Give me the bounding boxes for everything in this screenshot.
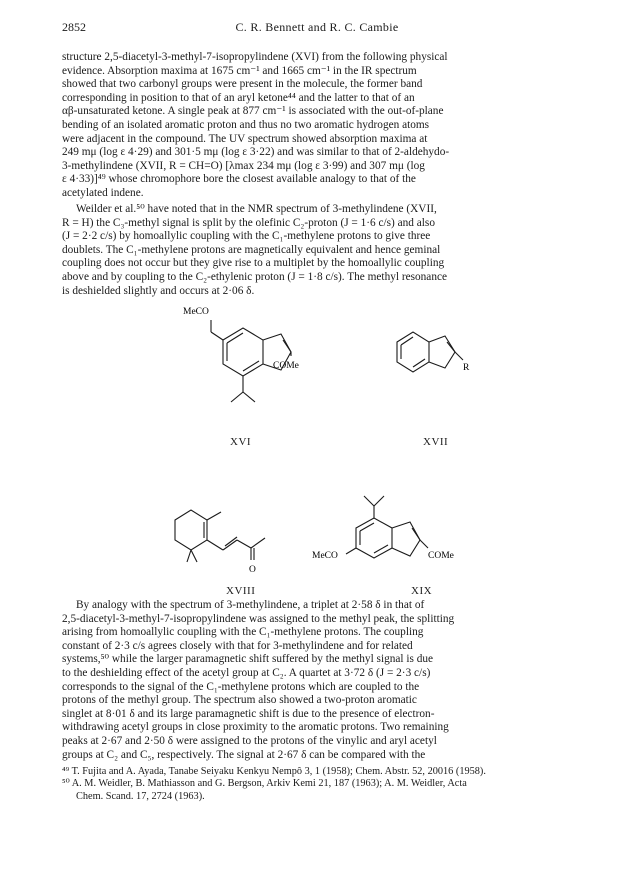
structure-xvi — [175, 298, 315, 418]
xix-come-label: COMe — [428, 551, 454, 561]
structure-xvii — [383, 320, 493, 390]
text-line: is deshielded slightly and occurs at 2·06 δ. — [62, 284, 255, 297]
text-line: R = H) the C₃-methyl signal is split by the olefinic C₂-proton (J = 1·6 c/s) and also — [62, 216, 435, 229]
text-line: above and by coupling to the C₂-ethylenic proton (J = 1·8 c/s). The methyl resonance — [62, 270, 447, 283]
text-line: singlet at 8·01 δ and its large paramagnetic shift is due to the presence of electron- — [62, 707, 435, 720]
text-line: arising from homoallylic coupling with the C₁-methylene protons. The coupling — [62, 626, 424, 639]
structure-xviii — [165, 498, 295, 578]
footnote-50-continued: Chem. Scand. 17, 2724 (1963). — [76, 790, 205, 802]
text-line: showed that two carbonyl groups were present in the molecule, the former band — [62, 78, 423, 91]
running-head-authors: C. R. Bennett and R. C. Cambie — [235, 20, 399, 34]
text-line: coupling does not occur but they give rise to a multiplet by the homoallylic coupling — [62, 257, 445, 270]
text-line: evidence. Absorption maxima at 1675 cm⁻¹ and 1665 cm⁻¹ in the IR spectrum — [62, 64, 417, 77]
text-line: constant of 2·3 c/s agrees closely with that for 3-methylindene and for related — [62, 639, 413, 652]
text-line: (J = 2·2 c/s) by homoallylic coupling with the C₁-methylene protons to give three — [62, 230, 431, 243]
running-header — [62, 20, 572, 38]
xix-meco-label: MeCO — [312, 551, 338, 561]
text-line: groups at C₂ and C₅, respectively. The signal at 2·67 δ can be compared with the — [62, 748, 426, 761]
text-line: 249 mμ (log ε 4·29) and 301·5 mμ (log ε 3·22) and was similar to that of 2-aldehydo- — [62, 146, 450, 159]
structure-xix — [312, 488, 472, 578]
text-line: corresponding in position to that of an aryl ketone⁴⁴ and the latter to that of an — [62, 91, 415, 104]
text-line: to the deshielding effect of the acetyl group at C₂. A quartet at 3·72 δ (J = 2·3 c/s) — [62, 666, 431, 679]
compound-label-xix: XIX — [411, 585, 433, 597]
footnotes — [62, 766, 572, 803]
paragraph-3 — [62, 599, 572, 762]
text-line: doublets. The C₁-methylene protons are magnetically equivalent and hence geminal — [62, 243, 441, 256]
text-line: acetylated indene. — [62, 186, 144, 199]
paragraph-1 — [62, 51, 572, 201]
compound-label-xvi: XVI — [230, 436, 252, 448]
compound-label-xvii: XVII — [423, 436, 449, 448]
footnote-50: ⁵⁰ A. M. Weidler, B. Mathiasson and G. Bergson, Arkiv Kemi 21, 187 (1963); A. M. Weidler, Acta — [62, 778, 467, 790]
text-line: were adjacent in the compound. The UV spectrum showed absorption maxima at — [62, 132, 428, 145]
text-line: systems,⁵⁰ while the larger paramagnetic shift suffered by the methyl signal is due — [62, 653, 434, 666]
text-line: corresponds to the signal of the C₁-methylene protons which are coupled to the — [62, 680, 420, 693]
compound-label-xviii: XVIII — [226, 585, 256, 597]
page-number: 2852 — [62, 20, 86, 34]
text-line: 2,5-diacetyl-3-methyl-7-isopropylindene was assigned to the methyl peak, the splitting — [62, 612, 455, 625]
text-line: Weilder et al.⁵⁰ have noted that in the NMR spectrum of 3-methylindene (XVII, — [76, 203, 437, 215]
xvi-meco-label: MeCO — [183, 307, 209, 317]
text-line: 3-methylindene (XVII, R = CH=O) [λmax 234 mμ (log ε 3·99) and 307 mμ (log — [62, 159, 425, 172]
text-line: bending of an isolated aromatic proton and thus no two aromatic hydrogen atoms — [62, 118, 430, 131]
text-line: αβ-unsaturated ketone. A single peak at 877 cm⁻¹ is associated with the out-of-plane — [62, 105, 444, 118]
text-line: structure 2,5-diacetyl-3-methyl-7-isopropylindene (XVI) from the following physical — [62, 51, 448, 63]
text-line: By analogy with the spectrum of 3-methylindene, a triplet at 2·58 δ in that of — [76, 599, 425, 611]
text-line: peaks at 2·67 and 2·50 δ were assigned to the protons of the vinylic and aryl acetyl — [62, 734, 437, 747]
xvii-r-label: R — [463, 363, 470, 373]
footnote-49: ⁴⁹ T. Fujita and A. Ayada, Tanabe Seiyaku Kenkyu Nempô 3, 1 (1958); Chem. Abstr. 52, 20016 (1958). — [62, 766, 486, 777]
text-line: withdrawing acetyl groups in close proximity to the aromatic protons. Two remaining — [62, 721, 449, 734]
xvi-come-label: COMe — [273, 361, 299, 371]
text-line: ε 4·33)]⁴⁹ whose chromophore bore the closest available analogy to that of the — [62, 173, 416, 186]
xviii-oxygen-label: O — [249, 565, 256, 575]
paragraph-2 — [62, 203, 572, 298]
text-line: protons of the methyl group. The spectrum also showed a two-proton aromatic — [62, 694, 417, 707]
